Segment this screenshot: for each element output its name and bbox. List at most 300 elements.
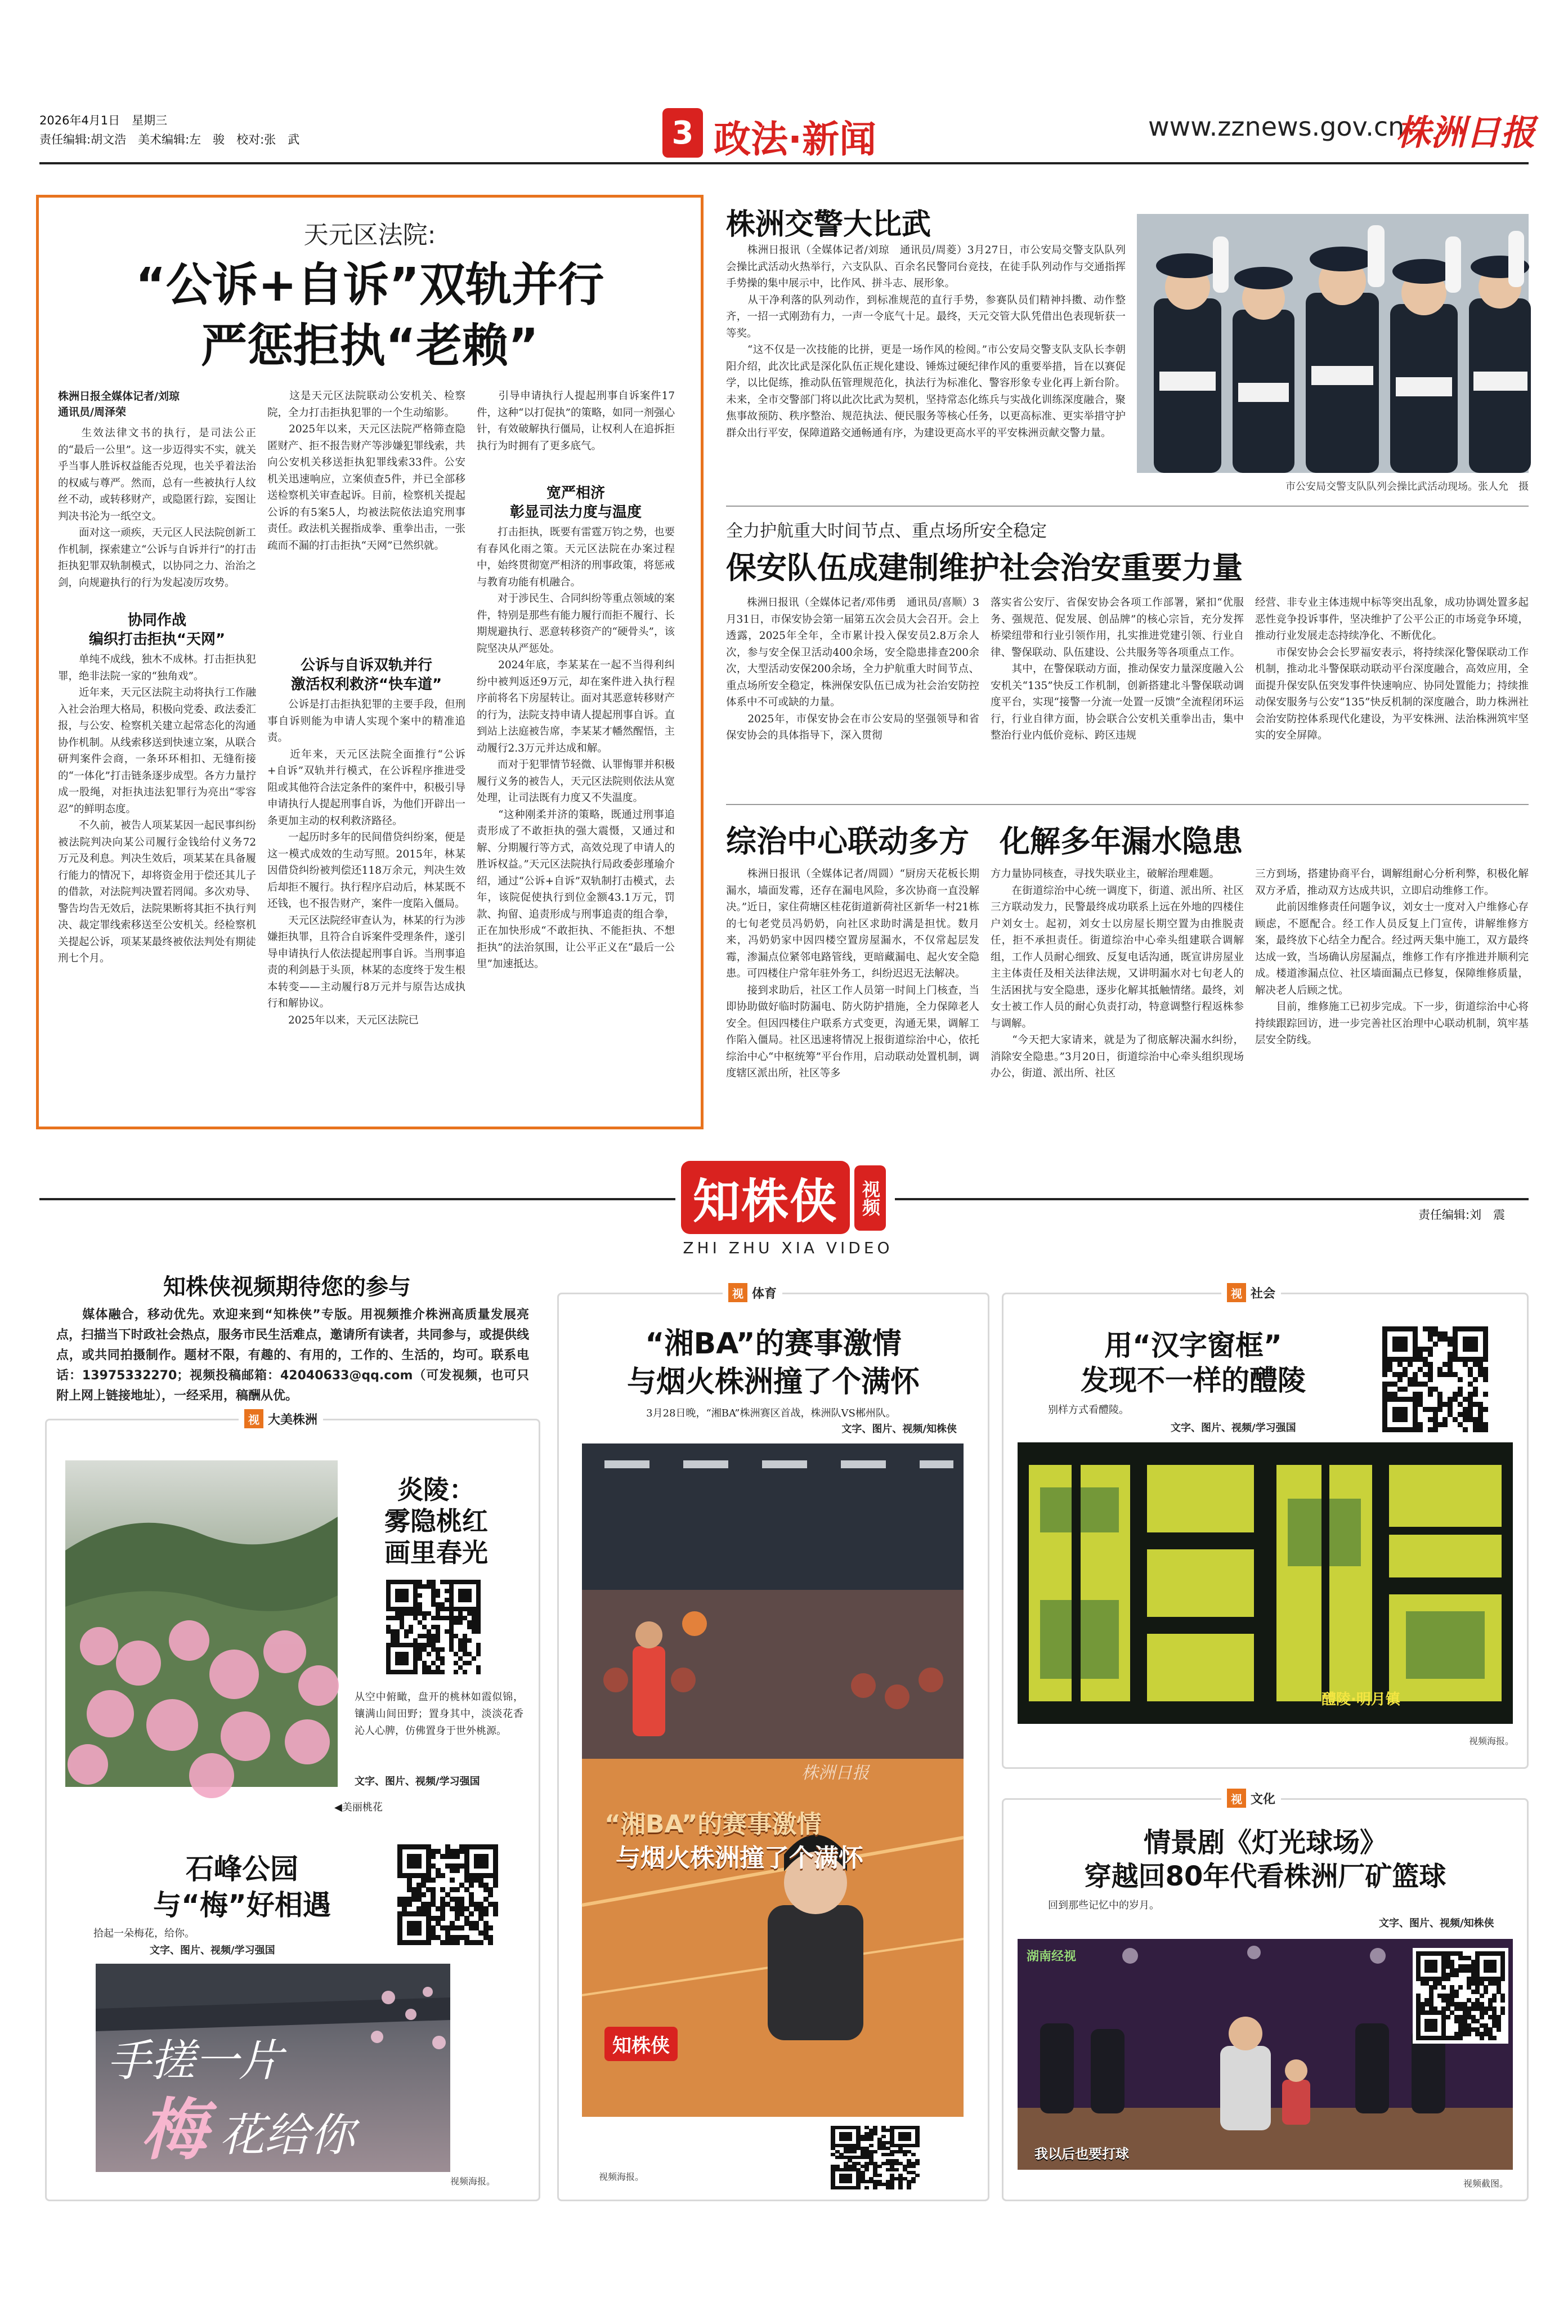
peach-blossom-photo[interactable] bbox=[65, 1460, 338, 1787]
qr-module bbox=[422, 1634, 427, 1638]
qr-module bbox=[1403, 1372, 1408, 1377]
qr-module bbox=[1458, 1402, 1463, 1407]
qr-module bbox=[1433, 1422, 1438, 1427]
qr-module bbox=[890, 2186, 894, 2189]
qr-module bbox=[1463, 1427, 1468, 1432]
qr-module bbox=[409, 1625, 413, 1629]
qr-module bbox=[1392, 1397, 1397, 1402]
qr-module bbox=[1382, 1372, 1387, 1377]
qr-module bbox=[1473, 1417, 1478, 1422]
sport-poster-logo: 知株侠 bbox=[604, 2027, 678, 2061]
qr-module bbox=[1448, 1372, 1453, 1377]
qr-module bbox=[455, 1854, 460, 1859]
qr-module bbox=[1473, 1362, 1478, 1367]
qr-module bbox=[1463, 1417, 1468, 1422]
qr-module bbox=[1463, 1347, 1468, 1352]
court-article-frame bbox=[36, 195, 704, 1129]
qr-module bbox=[476, 1589, 481, 1593]
qr-module bbox=[1403, 1417, 1408, 1422]
qr-module bbox=[1437, 1402, 1442, 1407]
qr-module bbox=[436, 1634, 440, 1638]
qr-module bbox=[1382, 1407, 1387, 1412]
qr-module bbox=[386, 1589, 391, 1593]
court-col3-para: 引导申请执行人提起刑事自诉案件17件，这种“以打促执”的策略，如同一剂强心针，有效破解执行僵局，让权利人在追拆拒执行为时拥有了更多底气。 bbox=[477, 390, 675, 452]
qr-module bbox=[1483, 1407, 1488, 1412]
qr-module bbox=[472, 1629, 476, 1634]
qr-module bbox=[1468, 1372, 1473, 1377]
qr-module bbox=[1397, 1377, 1403, 1382]
court-col3-sub2: 彰显司法力度与温度 bbox=[509, 504, 642, 521]
qr-module bbox=[1392, 1342, 1397, 1347]
qr-module bbox=[1403, 1427, 1408, 1432]
qr-module bbox=[1418, 1402, 1423, 1407]
qr-module bbox=[881, 2135, 886, 2138]
culture-tag bbox=[1221, 1787, 1281, 1809]
society-qr-code[interactable] bbox=[1379, 1323, 1491, 1436]
qr-module bbox=[404, 1589, 409, 1593]
zhuxia-logo-video-tag: 视频 bbox=[854, 1165, 886, 1231]
culture-title-2: 穿越回80年代看株洲厂矿篮球 bbox=[1084, 1861, 1446, 1892]
qr-module bbox=[1467, 2032, 1471, 2036]
qr-module bbox=[431, 1878, 436, 1883]
qr-module bbox=[1453, 1331, 1458, 1337]
qr-module bbox=[395, 1661, 400, 1665]
qr-module bbox=[431, 1643, 436, 1647]
qr-module bbox=[418, 1634, 422, 1638]
qr-module bbox=[431, 1589, 436, 1593]
society-poster-caption: 视频海报。 bbox=[1469, 1736, 1515, 1746]
court-col3-para-b: 打击拒执，既要有雷霆万钧之势，也要有春风化雨之策。天元区法院在办案过程中，始终贯彻宽严相济的刑事政策，将惩戒与教育功能有机融合。 对于涉民生、合同纠纷等重点领域的案件，特别是那些有能力履行而拒不履行、长期规避执行、恶意转移资产的“硬骨头”，该院坚决从严惩处。 2024年底，李某某在一起不当得利纠纷中被判返还9万元，却在案件进入执行程序前将名下房屋转让。面对其恶意转移财产的行为，法院支持申请人提起刑事自诉。直到站上法庭被告席，李某某才幡然醒悟，主动履行2.3万元并达成和解。 而对于犯罪情节轻微、认罪悔罪并积极履行义务的被告人，天元区法院则依法从宽处理，让司法既有力度又不失温度。 “这种刚柔并济的策略，既通过刑事追责形成了不敢拒执的强大震慑，又通过和解、分期履行等方式，高效兑现了申请人的胜诉权益。”天元区法院执行局政委彭瑾瑜介绍，通过“公诉+自诉”双轨制打击模式，去年，该院促使执行到位金额43.1万元，罚款、拘留、追责形成与刑事追责的组合拳，正在加快形成“不敢拒执、不能拒执、不想拒执”的法治氛围，让公平正义在“最后一公里”加速抵达。 bbox=[477, 526, 675, 970]
qr-module bbox=[1403, 1337, 1408, 1342]
qr-module bbox=[1473, 1392, 1478, 1397]
qr-module bbox=[1413, 1352, 1418, 1357]
qr-module bbox=[1463, 1362, 1468, 1367]
culture-tag-label: 文化 bbox=[1251, 1792, 1276, 1807]
qr-module bbox=[400, 1580, 404, 1584]
water-title: 综治中心联动多方 化解多年漏水隐患 bbox=[726, 824, 1243, 859]
court-col1-sub2: 编织打击拒执“天网” bbox=[88, 631, 226, 648]
qr-module bbox=[1478, 1326, 1483, 1331]
header-url[interactable]: www.zznews.gov.cn bbox=[1148, 111, 1405, 142]
qr-module bbox=[1413, 1337, 1418, 1342]
qr-module bbox=[467, 1620, 472, 1625]
qr-module bbox=[1418, 1352, 1423, 1357]
qr-module bbox=[476, 1670, 481, 1674]
qr-module bbox=[1446, 2015, 1450, 2019]
qr-module bbox=[1442, 1372, 1448, 1377]
newspaper-logo: 株洲日报 bbox=[1396, 112, 1536, 153]
qr-module bbox=[1418, 1357, 1423, 1362]
qr-module bbox=[1397, 1397, 1403, 1402]
qr-module bbox=[1403, 1347, 1408, 1352]
qr-module bbox=[386, 1670, 391, 1674]
qr-module bbox=[431, 1598, 436, 1602]
qr-module bbox=[476, 1580, 481, 1584]
court-col3-sub1: 宽严相济 bbox=[546, 485, 605, 502]
qr-module bbox=[395, 1629, 400, 1634]
qr-module bbox=[454, 1580, 458, 1584]
qr-module bbox=[413, 1665, 418, 1670]
qr-module bbox=[440, 1580, 445, 1584]
court-col2-para-b: 公诉是打击拒执犯罪的主要手段，但刑事自诉则能为申请人实现个案中的精准追责。 近年来，天元区法院全面推行“公诉+自诉”双轨并行模式，在公诉程序推进受阻或其他符合法定条件的案件中，积极引导申请执行人提起刑事自诉，为他们开辟出一条更加主动的权利救济路径。 一起历时多年的民间借贷纠纷案，便是这一模式成效的生动写照。2015年，林某因借贷纠纷被判偿还118万余元，判决生效后却拒不履行。执行程序启动后，林某既不还钱，也不报告财产，案件一度陷入僵局。 天元区法院经审查认为，林某的行为涉嫌拒执罪，且符合自诉案件受理条件，遂引导申请执行人依法提起刑事自诉。当刑事追责的利剑悬于头顶，林某的态度终于发生根本转变——主动履行8万元并与原告达成执行和解协议。 2025年以来，天元区法院已 bbox=[267, 699, 465, 1026]
qr-module bbox=[1392, 1407, 1397, 1412]
zhuxia-rule-left bbox=[39, 1198, 675, 1200]
qr-module bbox=[413, 1589, 418, 1593]
qr-module bbox=[400, 1589, 404, 1593]
security-col1: 株洲日报讯（全媒体记者/邓伟勇 通讯员/喜顺）3月31日，市保安协会第一届第五次会员大会召开。会上透露，2025年全年，全市累计投入保安员2.8万余人次，参与安全保卫活动400余场，安全隐患排查200余次，大型活动安保200余场，全力护航重大时间节点、重点场所安全稳定，株洲保安队伍已成为社会治安防控体系中不可或缺的力量。 2025年，市保安协会在市公安局的坚强领导和省保安协会的具体指导下，深入贯彻 bbox=[726, 597, 979, 741]
qr-module bbox=[467, 1661, 472, 1665]
qr-module bbox=[1492, 1968, 1497, 1973]
qr-module bbox=[856, 2186, 861, 2189]
plum-qr-code[interactable] bbox=[394, 1841, 501, 1948]
qr-module bbox=[1458, 1387, 1463, 1392]
qr-module bbox=[458, 1598, 463, 1602]
qr-module bbox=[1392, 1372, 1397, 1377]
qr-module bbox=[431, 1638, 436, 1643]
qr-module bbox=[440, 1916, 445, 1921]
divider-1 bbox=[726, 506, 1529, 507]
beauty-tag-label: 大美株洲 bbox=[268, 1413, 318, 1427]
qr-module bbox=[1483, 1326, 1488, 1331]
qr-module bbox=[427, 1670, 431, 1674]
qr-module bbox=[1500, 2010, 1505, 2015]
qr-module bbox=[1468, 1417, 1473, 1422]
qr-module bbox=[454, 1616, 458, 1620]
qr-module bbox=[1428, 1347, 1433, 1352]
qr-module bbox=[413, 1611, 418, 1616]
qr-module bbox=[454, 1607, 458, 1611]
qr-module bbox=[431, 1580, 436, 1584]
zhuxia-intro-title: 知株侠视频期待您的参与 bbox=[163, 1274, 411, 1300]
qr-module bbox=[440, 1873, 445, 1878]
qr-module bbox=[409, 1611, 413, 1616]
qr-module bbox=[1492, 2036, 1497, 2040]
qr-module bbox=[476, 1607, 481, 1611]
qr-module bbox=[454, 1652, 458, 1656]
plum-title-2: 与“梅”好相遇 bbox=[153, 1889, 331, 1921]
qr-module bbox=[404, 1656, 409, 1661]
qr-module bbox=[476, 1625, 481, 1629]
qr-module bbox=[1433, 1968, 1437, 1973]
qr-module bbox=[1423, 1362, 1428, 1367]
qr-module bbox=[409, 1607, 413, 1611]
qr-module bbox=[1408, 1362, 1413, 1367]
qr-module bbox=[1408, 1326, 1413, 1331]
qr-module bbox=[1413, 1427, 1418, 1432]
society-tag-label: 社会 bbox=[1251, 1286, 1276, 1301]
qr-module bbox=[1441, 1985, 1446, 1990]
qr-module bbox=[386, 1598, 391, 1602]
qr-module bbox=[422, 1670, 427, 1674]
qr-module bbox=[1423, 1407, 1428, 1412]
sport-overlay-text-2: 与烟火株洲撞了个满怀 bbox=[616, 1844, 863, 1872]
qr-module bbox=[413, 1598, 418, 1602]
society-description: 别样方式看醴陵。 bbox=[1048, 1404, 1129, 1416]
yanling-qr-code[interactable] bbox=[383, 1576, 484, 1678]
court-col2-sub1: 公诉与自诉双轨并行 bbox=[300, 657, 432, 674]
qr-module bbox=[1423, 1372, 1428, 1377]
qr-module bbox=[386, 1656, 391, 1661]
header-rule bbox=[39, 162, 1529, 164]
culture-description: 回到那些记忆中的岁月。 bbox=[1048, 1900, 1159, 1911]
qr-module bbox=[483, 1911, 489, 1916]
qr-module bbox=[1492, 1998, 1497, 2003]
qr-module bbox=[1453, 1347, 1458, 1352]
qr-module bbox=[463, 1647, 467, 1652]
qr-module bbox=[1453, 1342, 1458, 1347]
qr-module bbox=[386, 1647, 391, 1652]
qr-module bbox=[911, 2153, 916, 2156]
qr-module bbox=[472, 1656, 476, 1661]
qr-module bbox=[440, 1647, 445, 1652]
qr-module bbox=[1408, 1357, 1413, 1362]
qr-module bbox=[1382, 1357, 1387, 1362]
qr-module bbox=[391, 1670, 395, 1674]
qr-module bbox=[1448, 1397, 1453, 1402]
qr-module bbox=[440, 1661, 445, 1665]
plum-overlay-text-3: 花给你 bbox=[219, 2109, 355, 2161]
zhuxia-intro-text: 媒体融合，移动优先。欢迎来到“知株侠”专版。用视频推介株洲高质量发展亮点，扫描当下时政社会热点，服务市民生活难点，邀请所有读者，共同参与，或提供线点，或共同拍摄制作。题材不限，有趣的、有用的，工作的、生活的，均可。联系电话：13975332270；视频投稿邮箱：42040633@qq.com（可发视频，也可只附上网上链接地址），一经采用，稿酬从优。 bbox=[56, 1308, 529, 1403]
qr-module bbox=[440, 1670, 445, 1674]
qr-module bbox=[458, 1611, 463, 1616]
qr-module bbox=[445, 1616, 449, 1620]
qr-module bbox=[476, 1629, 481, 1634]
qr-module bbox=[877, 2174, 882, 2177]
qr-module bbox=[395, 1611, 400, 1616]
qr-module bbox=[1446, 1977, 1450, 1981]
qr-module bbox=[1387, 1326, 1392, 1331]
qr-module bbox=[436, 1665, 440, 1670]
qr-module bbox=[455, 1887, 460, 1892]
qr-module bbox=[1468, 1402, 1473, 1407]
qr-module bbox=[1382, 1382, 1387, 1387]
qr-module bbox=[413, 1580, 418, 1584]
qr-module bbox=[1413, 1357, 1418, 1362]
qr-module bbox=[1382, 1331, 1387, 1337]
qr-module bbox=[1433, 1387, 1438, 1392]
qr-module bbox=[1433, 2027, 1437, 2032]
qr-module bbox=[1392, 1412, 1397, 1417]
qr-module bbox=[427, 1643, 431, 1647]
qr-module bbox=[1408, 1427, 1413, 1432]
qr-module bbox=[1448, 1357, 1453, 1362]
qr-module bbox=[1397, 1337, 1403, 1342]
sport-poster-image[interactable] bbox=[582, 1443, 964, 2117]
qr-module bbox=[413, 1607, 418, 1611]
qr-module bbox=[1448, 1337, 1453, 1342]
qr-module bbox=[400, 1611, 404, 1616]
qr-module bbox=[467, 1593, 472, 1598]
qr-module bbox=[391, 1629, 395, 1634]
sport-title-2: 与烟火株洲撞了个满怀 bbox=[626, 1365, 920, 1399]
police-photo-caption: 市公安局交警支队队列会操比武活动现场。张人允 摄 bbox=[1285, 481, 1529, 493]
qr-module bbox=[1413, 1372, 1418, 1377]
qr-module bbox=[1382, 1412, 1387, 1417]
qr-module bbox=[1387, 1427, 1392, 1432]
qr-module bbox=[898, 2186, 903, 2189]
qr-module bbox=[1392, 1427, 1397, 1432]
qr-module bbox=[436, 1607, 440, 1611]
qr-module bbox=[431, 1661, 436, 1665]
sport-qr-code[interactable] bbox=[827, 2122, 923, 2192]
qr-module bbox=[1397, 1412, 1403, 1417]
qr-module bbox=[1468, 1337, 1473, 1342]
qr-module bbox=[1423, 1357, 1428, 1362]
qr-module bbox=[422, 1584, 427, 1589]
qr-module bbox=[386, 1607, 391, 1611]
qr-module bbox=[440, 1607, 445, 1611]
qr-module bbox=[418, 1593, 422, 1598]
qr-module bbox=[1382, 1427, 1387, 1432]
qr-module bbox=[449, 1580, 454, 1584]
plum-credit: 文字、图片、视频/学习强国 bbox=[150, 1945, 275, 1956]
qr-module bbox=[911, 2165, 916, 2168]
qr-module bbox=[1442, 1417, 1448, 1422]
qr-module bbox=[1418, 1392, 1423, 1397]
yanling-title-3: 画里春光 bbox=[384, 1538, 488, 1568]
qr-module bbox=[458, 1656, 463, 1661]
qr-module bbox=[445, 1589, 449, 1593]
culture-qr-code[interactable] bbox=[1413, 1948, 1508, 2044]
qr-module bbox=[1397, 1387, 1403, 1392]
qr-module bbox=[413, 1593, 418, 1598]
qr-module bbox=[1413, 1417, 1418, 1422]
qr-module bbox=[1397, 1347, 1403, 1352]
qr-module bbox=[395, 1593, 400, 1598]
qr-module bbox=[400, 1607, 404, 1611]
qr-module bbox=[1387, 1367, 1392, 1372]
qr-module bbox=[455, 1868, 460, 1873]
qr-module bbox=[483, 1863, 489, 1869]
qr-module bbox=[463, 1589, 467, 1593]
qr-module bbox=[873, 2132, 877, 2135]
qr-module bbox=[1397, 1427, 1403, 1432]
qr-module bbox=[1413, 1422, 1418, 1427]
qr-module bbox=[1387, 1362, 1392, 1367]
qr-module bbox=[395, 1589, 400, 1593]
qr-module bbox=[864, 2186, 869, 2189]
qr-module bbox=[1483, 1331, 1488, 1337]
plum-poster-image[interactable] bbox=[96, 1964, 450, 2172]
qr-module bbox=[386, 1593, 391, 1598]
qr-module bbox=[1473, 1402, 1478, 1407]
qr-module bbox=[413, 1661, 418, 1665]
qr-module bbox=[1437, 1331, 1442, 1337]
qr-module bbox=[449, 1647, 454, 1652]
qr-module bbox=[395, 1643, 400, 1647]
qr-module bbox=[1382, 1362, 1387, 1367]
qr-module bbox=[404, 1629, 409, 1634]
qr-module bbox=[1473, 1387, 1478, 1392]
qr-module bbox=[1500, 1998, 1505, 2003]
qr-module bbox=[449, 1638, 454, 1643]
qr-module bbox=[463, 1652, 467, 1656]
qr-module bbox=[422, 1647, 427, 1652]
qr-module bbox=[476, 1665, 481, 1670]
qr-module bbox=[427, 1580, 431, 1584]
qr-module bbox=[1463, 1342, 1468, 1347]
qr-module bbox=[1382, 1397, 1387, 1402]
qr-module bbox=[418, 1580, 422, 1584]
police-body: 株洲日报讯（全媒体记者/刘琼 通讯员/周菱）3月27日，市公安局交警支队队列会操比武活动火热举行，六支队队、百余名民警同台竞技，在徒手队列动作与交通指挥手势操的集中展示中，比作风、拼斗志、展形象。 从干净利落的队列动作，到标准规范的直行手势，参赛队员们精神抖擞、动作整齐，一招一式刚劲有力，一声一令底气十足。最终，天元交管大队凭借出色表现斩获一等奖。 “这不仅是一次技能的比拼，更是一场作风的检阅。”市公安局交警支队支队长李朝阳介绍，此次比武是深化队伍正规化建设、锤炼过硬纪律作风的重要举措，旨在以赛促学，以比促练，推动队伍管理规范化，执法行为标准化、警容形象专业化再上新台阶。未来，全市交警部门将以此次比武为契机，坚持常态化练兵与实战化训练深度融合，聚焦事故预防、秩序整治、规范执法、便民服务等核心任务，以更高标准、更实举措守护群众出行平安，保障道路交通畅通有序，为建设更高水平的平安株洲贡献交警力量。 bbox=[726, 244, 1126, 439]
qr-module bbox=[467, 1580, 472, 1584]
qr-module bbox=[404, 1634, 409, 1638]
qr-module bbox=[404, 1580, 409, 1584]
qr-module bbox=[427, 1665, 431, 1670]
qr-module bbox=[436, 1652, 440, 1656]
qr-module bbox=[404, 1652, 409, 1656]
qr-module bbox=[463, 1607, 467, 1611]
qr-module bbox=[449, 1607, 454, 1611]
qr-module bbox=[449, 1611, 454, 1616]
qr-module bbox=[1448, 1367, 1453, 1372]
qr-module bbox=[1458, 1326, 1463, 1331]
qr-module bbox=[907, 2138, 911, 2141]
qr-module bbox=[1408, 1397, 1413, 1402]
qr-module bbox=[386, 1652, 391, 1656]
qr-module bbox=[1418, 1367, 1423, 1372]
qr-module bbox=[1418, 1347, 1423, 1352]
qr-module bbox=[1428, 1337, 1433, 1342]
qr-module bbox=[391, 1607, 395, 1611]
qr-module bbox=[1478, 1402, 1483, 1407]
qr-module bbox=[472, 1625, 476, 1629]
qr-module bbox=[418, 1584, 422, 1589]
qr-module bbox=[467, 1607, 472, 1611]
water-col1: 株洲日报讯（全媒体记者/周圆）“厨房天花板长期漏水，墙面发霉，还存在漏电风险，多次协商一直没解决。”近日，家住荷塘区桂花街道新荷社区新华一村21栋的七旬老党员冯奶奶，向社区求助时满是担忧。数月来，冯奶奶家中因四楼空置房屋漏水，不仅常起层发霉，渗漏点位紧邻电路管线，更暗藏漏电、起火安全隐患。可四楼住户常年驻外务工，纠纷迟迟无法解决。 接到求助后，社区工作人员第一时间上门核查，当即协助做好临时防漏电、防火防护措施，全力保障老人安全。但因四楼住户联系方式变更，沟通无果，调解工作陷入僵局。社区迅速将情况上报街道综治中心，依托综治中心“中枢统筹”平台作用，启动联动处置机制，调度辖区派出所，社区等多 bbox=[726, 868, 979, 1079]
divider-2 bbox=[726, 804, 1529, 805]
qr-module bbox=[436, 1616, 440, 1620]
qr-module bbox=[476, 1584, 481, 1589]
qr-module bbox=[1437, 1397, 1442, 1402]
qr-module bbox=[450, 1878, 455, 1883]
zhuxia-logo bbox=[681, 1161, 850, 1234]
qr-module bbox=[478, 1940, 483, 1945]
qr-module bbox=[463, 1634, 467, 1638]
qr-module bbox=[427, 1629, 431, 1634]
qr-module bbox=[903, 2153, 907, 2156]
qr-module bbox=[449, 1643, 454, 1647]
qr-module bbox=[1433, 1407, 1438, 1412]
qr-module bbox=[395, 1652, 400, 1656]
qr-module bbox=[454, 1620, 458, 1625]
qr-module bbox=[391, 1616, 395, 1620]
qr-module bbox=[386, 1643, 391, 1647]
qr-module bbox=[1468, 1367, 1473, 1372]
qr-module bbox=[463, 1598, 467, 1602]
plum-title-1: 石峰公园 bbox=[186, 1853, 298, 1885]
qr-module bbox=[422, 1625, 427, 1629]
qr-module bbox=[391, 1643, 395, 1647]
qr-module bbox=[1480, 1994, 1484, 1998]
qr-module bbox=[1442, 1422, 1448, 1427]
police-photo bbox=[1137, 214, 1529, 473]
qr-module bbox=[1483, 1427, 1488, 1432]
plum-description: 拾起一朵梅花，给你。 bbox=[93, 1928, 195, 1939]
qr-module bbox=[1468, 1397, 1473, 1402]
qr-module bbox=[1397, 1407, 1403, 1412]
plum-overlay-text-2: 梅 bbox=[141, 2090, 208, 2169]
qr-module bbox=[1423, 1382, 1428, 1387]
water-col3: 三方到场，搭建协商平台，调解组耐心分析利弊，积极化解双方矛盾，推动双方达成共识，立即启动维修工作。 此前因维修责任问题争议，刘女士一度对入户维修心存顾虑，不愿配合。经工作人员反复上门宣传，讲解维修方案，最终放下心结全力配合。经过两天集中施工，双方最终达成一致，当场确认房屋漏点，维修工作有序推进并顺利完成。楼道渗漏点位、社区墙面漏点已修复，保障维修质量，解决老人后顾之忧。 目前，维修施工已初步完成。下一步，街道综治中心将持续跟踪回访，进一步完善社区治理中心联动机制，筑牢基层安全防线。 bbox=[1255, 868, 1529, 1046]
qr-module bbox=[416, 1930, 422, 1936]
qr-module bbox=[459, 1925, 464, 1930]
qr-module bbox=[1413, 1377, 1418, 1382]
qr-module bbox=[476, 1643, 481, 1647]
qr-module bbox=[449, 1593, 454, 1598]
society-poster-image[interactable] bbox=[1018, 1442, 1513, 1724]
qr-module bbox=[400, 1661, 404, 1665]
